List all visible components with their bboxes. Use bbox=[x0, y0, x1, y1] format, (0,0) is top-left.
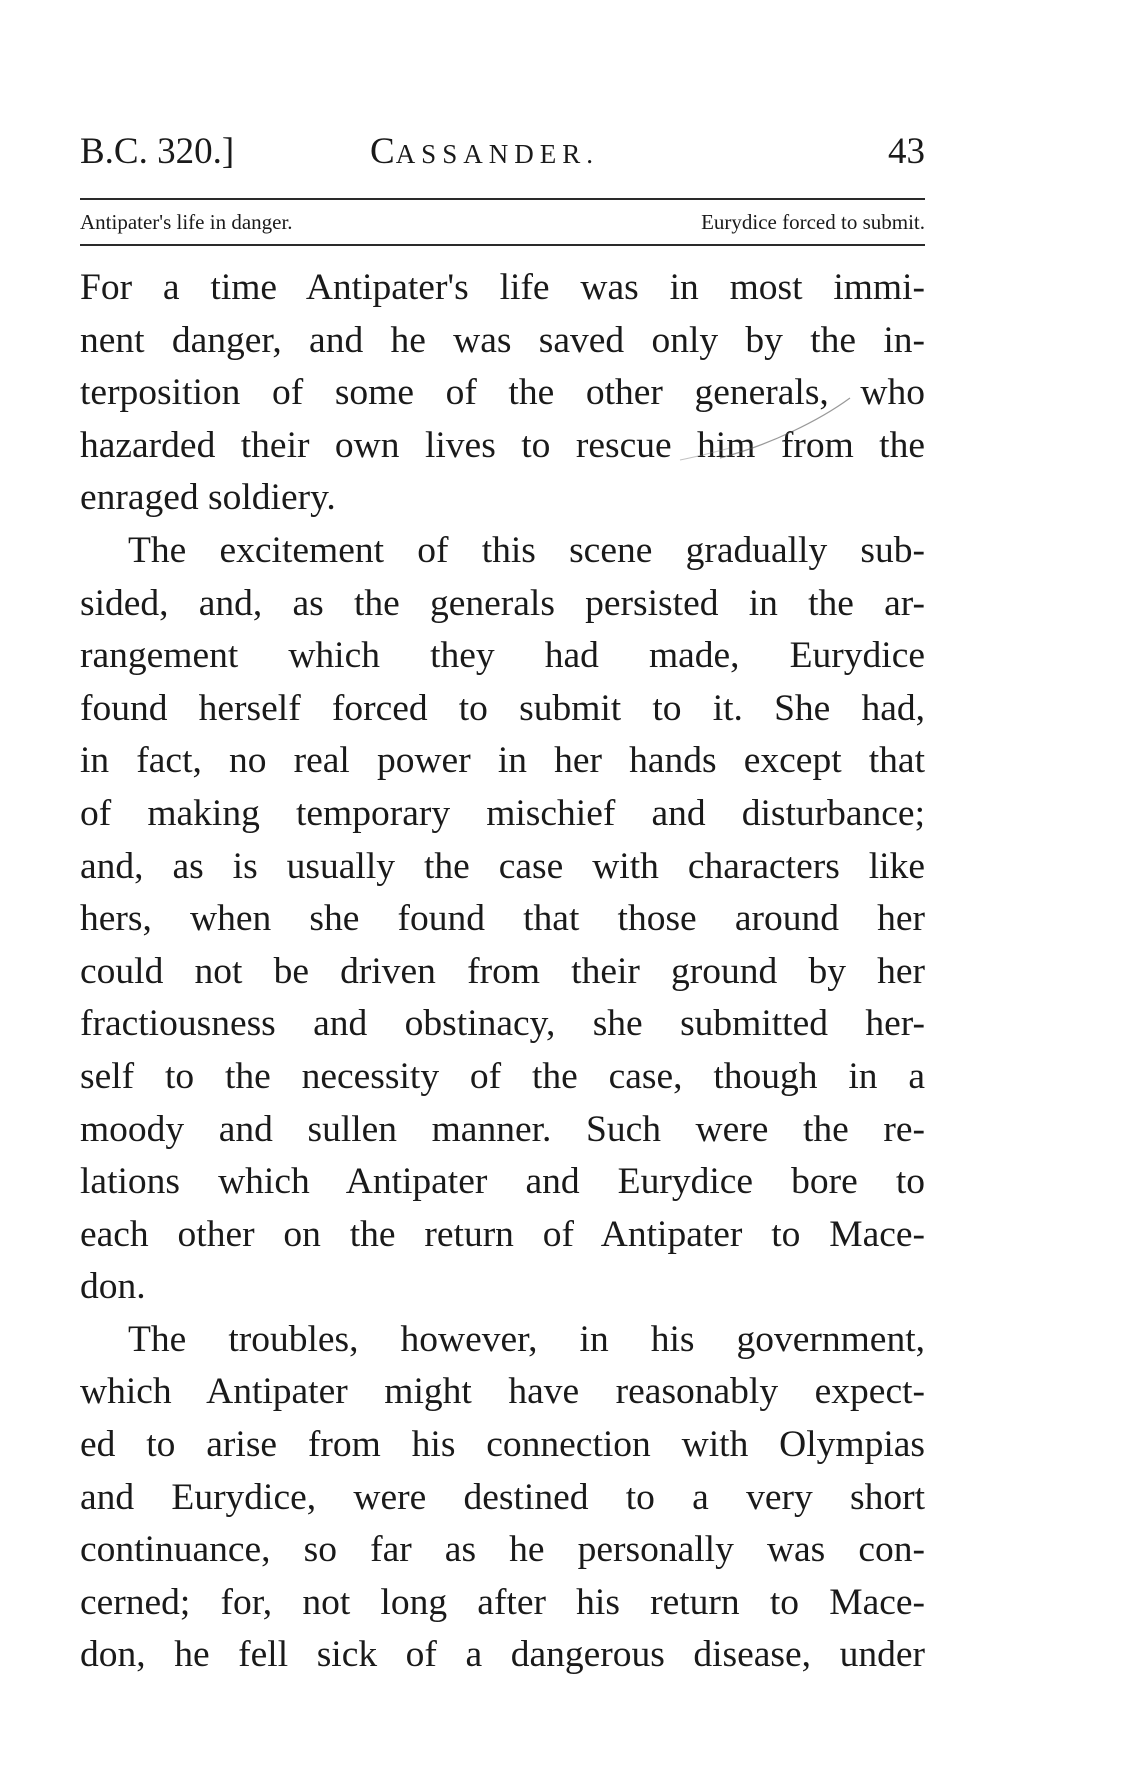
text-line: The excitement of this scene gradually sub- bbox=[128, 529, 925, 571]
text-line: For a time Antipater's life was in most immi- bbox=[80, 267, 925, 308]
text-line: continuance, so far as he personally was con- bbox=[80, 1529, 925, 1571]
text-line: lations which Antipater and Eurydice bore to bbox=[80, 1161, 925, 1203]
running-head bbox=[80, 128, 925, 176]
marginal-note-right: Eurydice forced to submit. bbox=[701, 210, 925, 234]
header-rule-bottom bbox=[80, 244, 925, 246]
header-rule-top bbox=[80, 198, 925, 200]
header-date: B.C. 320.] bbox=[80, 131, 235, 172]
text-line: sided, and, as the generals persisted in the ar- bbox=[80, 582, 925, 624]
text-line: rangement which they had made, Eurydice bbox=[80, 635, 925, 677]
marginal-notes bbox=[80, 206, 925, 238]
text-line: enraged soldiery. bbox=[80, 477, 336, 519]
body-text bbox=[80, 262, 925, 1682]
text-line: fractiousness and obstinacy, she submitted her- bbox=[80, 1003, 925, 1045]
text-line: cerned; for, not long after his return to Mace- bbox=[80, 1581, 925, 1623]
text-line: ed to arise from his connection with Olympias bbox=[80, 1424, 925, 1466]
header-title bbox=[370, 128, 599, 178]
marginal-note-left: Antipater's life in danger. bbox=[80, 210, 293, 234]
page-number: 43 bbox=[888, 131, 925, 172]
text-line: The troubles, however, in his government, bbox=[128, 1318, 925, 1360]
text-line: could not be driven from their ground by her bbox=[80, 950, 925, 992]
text-line: hazarded their own lives to rescue him from the bbox=[80, 424, 925, 466]
text-line: and, as is usually the case with characters like bbox=[80, 845, 925, 887]
text-line: in fact, no real power in her hands except that bbox=[80, 740, 925, 782]
text-line: don. bbox=[80, 1266, 146, 1308]
text-line: of making temporary mischief and disturbance; bbox=[80, 792, 925, 834]
text-line: don, he fell sick of a dangerous disease, under bbox=[80, 1634, 925, 1676]
text-line: found herself forced to submit to it. She had, bbox=[80, 687, 925, 729]
text-line: moody and sullen manner. Such were the re- bbox=[80, 1108, 925, 1150]
text-line: self to the necessity of the case, though in a bbox=[80, 1055, 925, 1097]
text-line: each other on the return of Antipater to Mace- bbox=[80, 1213, 925, 1255]
text-line: terposition of some of the other generals, who bbox=[80, 372, 925, 414]
text-line: hers, when she found that those around her bbox=[80, 898, 925, 940]
text-line: nent danger, and he was saved only by the in- bbox=[80, 319, 925, 361]
header-title-rest: ASSANDER. bbox=[395, 139, 599, 169]
header-title-initial: C bbox=[370, 131, 396, 172]
text-line: and Eurydice, were destined to a very short bbox=[80, 1476, 925, 1518]
text-line: which Antipater might have reasonably expect- bbox=[80, 1371, 925, 1413]
